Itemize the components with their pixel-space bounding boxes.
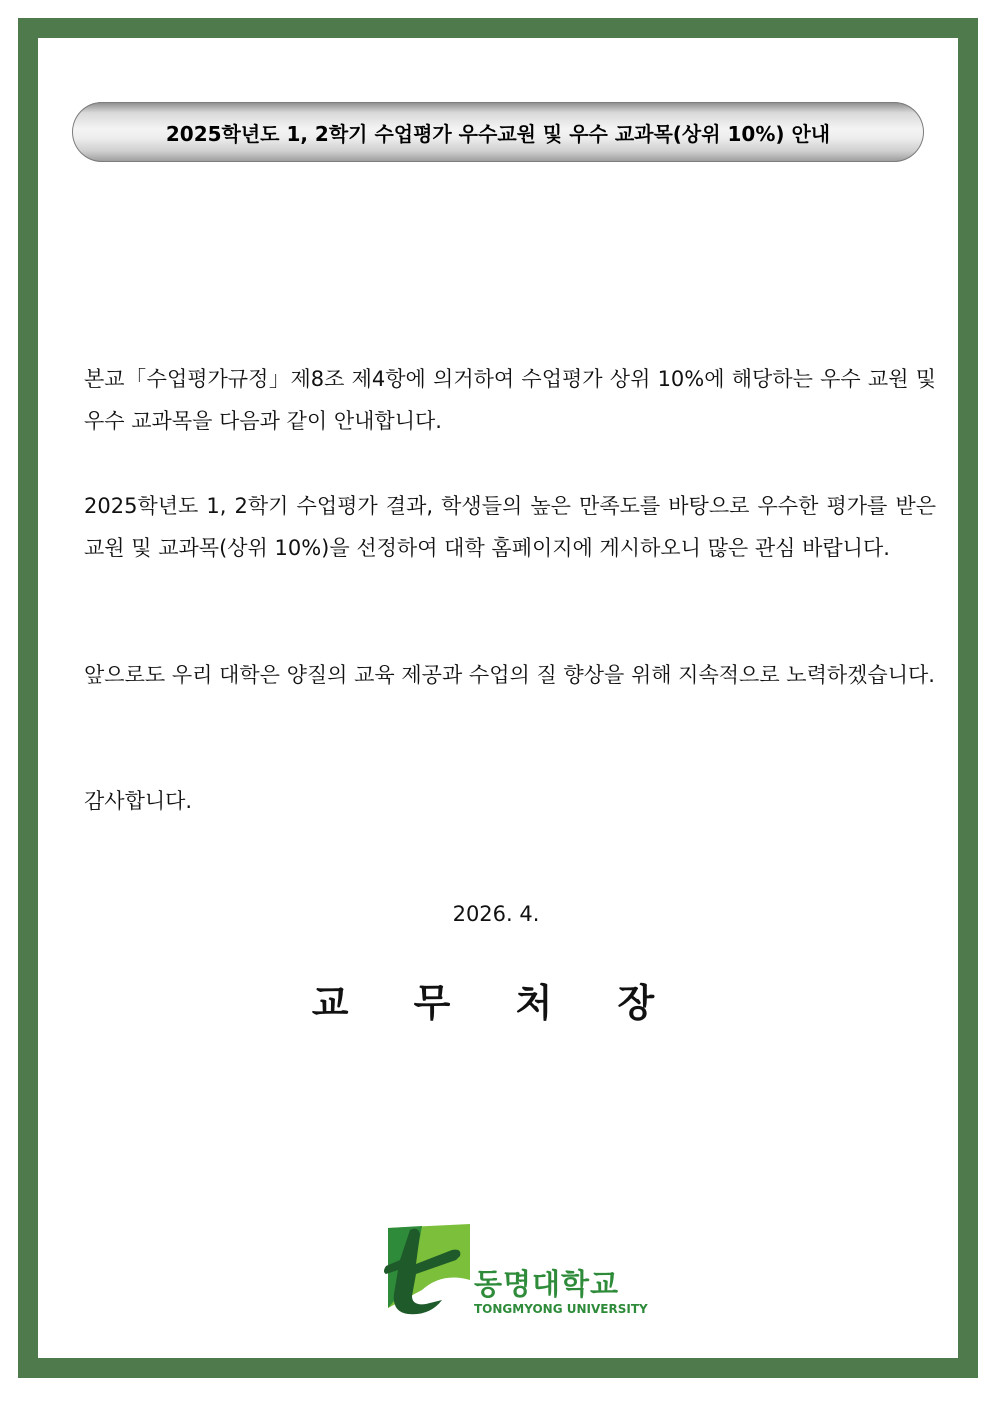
- notice-paragraph-3: 앞으로도 우리 대학은 양질의 교육 제공과 수업의 질 향상을 위해 지속적으로 노력하겠습니다.: [84, 663, 935, 687]
- notice-title: 2025학년도 1, 2학기 수업평가 우수교원 및 우수 교과목(상위 10%) 안내: [165, 121, 831, 146]
- logo-korean-name: 동명대학교: [474, 1267, 620, 1301]
- notice-paragraph-2: 2025학년도 1, 2학기 수업평가 결과, 학생들의 높은 만족도를 바탕으로 우수한 평가를 받은 교원 및 교과목(상위 10%)을 선정하여 대학 홈페이지에 게시하오니 많은 관심 바랍니다.: [84, 494, 936, 560]
- university-logo: [382, 1220, 648, 1320]
- notice-paragraph-1: 본교「수업평가규정」제8조 제4항에 의거하여 수업평가 상위 10%에 해당하는 우수 교원 및 우수 교과목을 다음과 같이 안내합니다.: [84, 367, 936, 433]
- notice-closing: 감사합니다.: [84, 789, 193, 813]
- logo-english-name: TONGMYONG UNIVERSITY: [474, 1302, 648, 1316]
- notice-signature: 교 무 처 장: [311, 981, 681, 1025]
- notice-date: 2026. 4.: [452, 902, 540, 926]
- page-content-area: [38, 38, 958, 1358]
- notice-title-banner: [72, 102, 924, 162]
- tongmyong-t-logo-icon: [382, 1220, 470, 1316]
